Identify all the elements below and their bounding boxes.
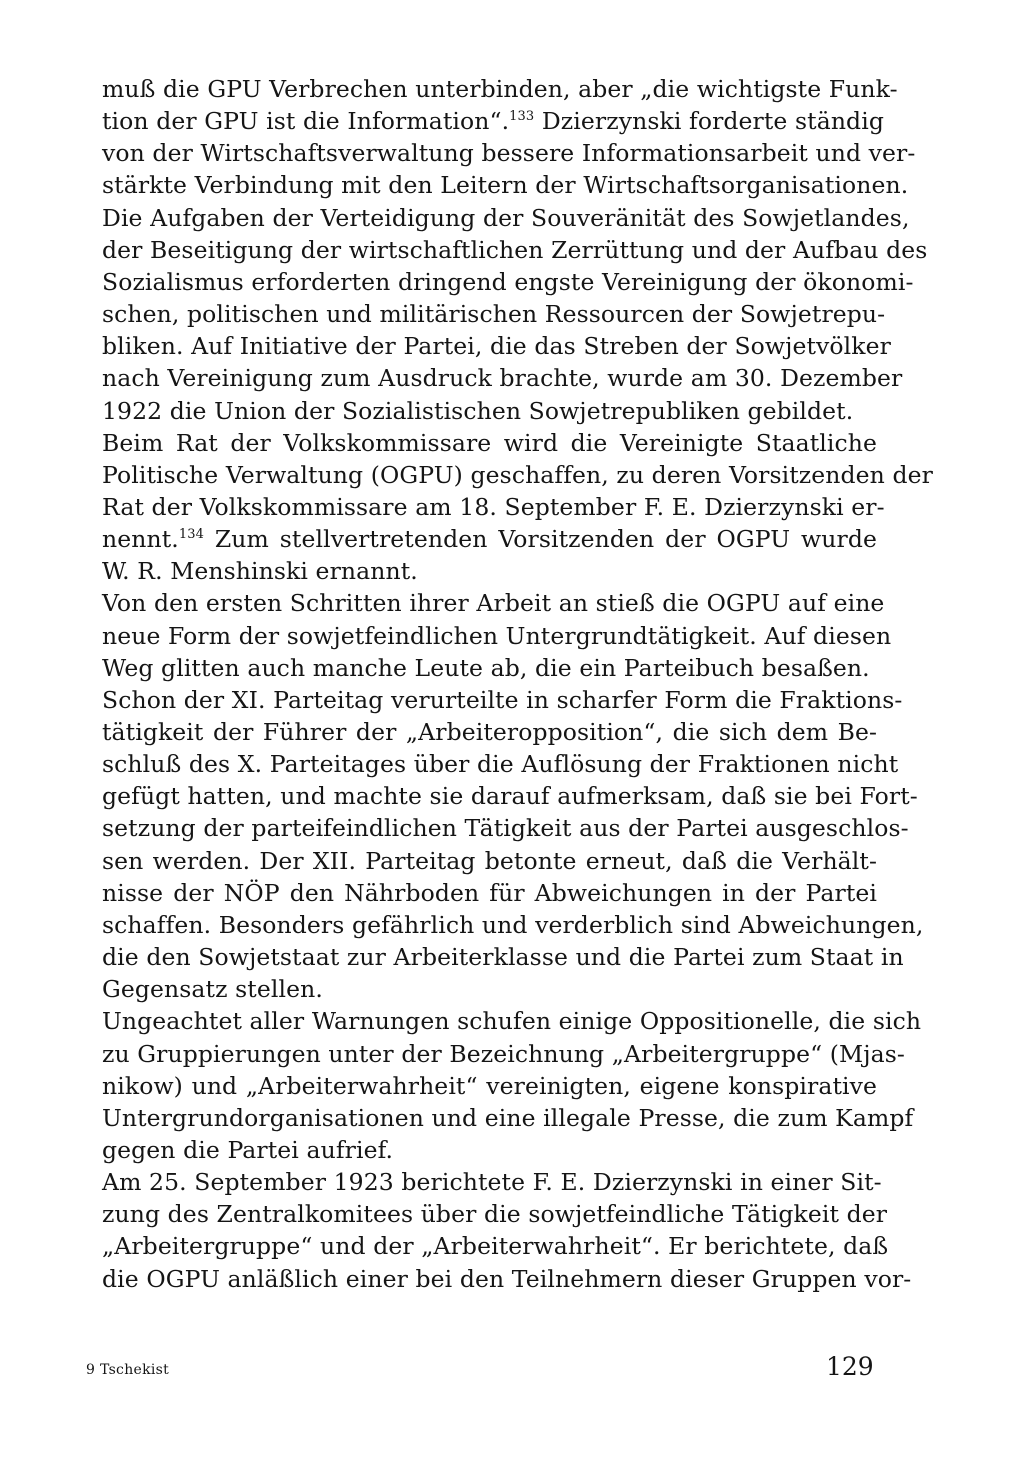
text-line <box>102 105 884 137</box>
text-segment: 1922 die Union der Sozialistischen Sowjetrepubliken gebildet. <box>102 396 854 425</box>
text-line <box>102 1038 905 1070</box>
text-line <box>102 266 914 298</box>
text-segment: sen werden. Der XII. Parteitag betonte erneut, daß die Verhält- <box>102 846 877 875</box>
text-line <box>102 1070 877 1102</box>
text-segment: schen, politischen und militärischen Ressourcen der Sowjetrepu- <box>102 300 886 329</box>
footnote-marker[interactable]: 134 <box>178 527 204 543</box>
text-line <box>102 169 909 201</box>
text-segment: neue Form der sowjetfeindlichen Untergrundtätigkeit. Auf diesen <box>102 621 892 650</box>
text-segment: gefügt hatten, und machte sie darauf aufmerksam, daß sie bei Fort- <box>102 782 918 811</box>
text-line <box>102 1005 922 1037</box>
text-segment: Rat der Volkskommissare am 18. September F. E. Dzierzynski er- <box>102 492 885 521</box>
text-line <box>102 395 877 427</box>
text-line <box>102 877 877 909</box>
text-segment: Die Aufgaben der Verteidigung der Souveränität des Sowjetlandes, <box>102 203 910 232</box>
text-segment: Schon der XI. Parteitag verurteilte in scharfer Form die Fraktions- <box>102 685 903 714</box>
text-line <box>102 362 903 394</box>
text-line <box>102 330 891 362</box>
text-segment: bliken. Auf Initiative der Partei, die das Streben der Sowjetvölker <box>102 332 891 361</box>
text-line <box>102 620 892 652</box>
text-segment: tätigkeit der Führer der „Arbeiteropposition“, die sich dem Be- <box>102 718 877 746</box>
text-line <box>102 1198 888 1230</box>
text-line <box>102 202 910 234</box>
text-line <box>102 459 933 491</box>
footer-signature: 9 Tschekist <box>86 1362 170 1378</box>
text-segment: Dzierzynski forderte ständig <box>534 107 884 136</box>
text-segment: tion der GPU ist die Information“. <box>102 107 510 136</box>
text-line <box>102 1166 882 1198</box>
text-line <box>102 73 898 105</box>
text-line <box>102 234 928 266</box>
text-segment: „Arbeitergruppe“ und der „Arbeiterwahrheit“. Er berichtete, daß <box>102 1232 889 1261</box>
text-line <box>102 845 877 877</box>
text-segment: nisse der NÖP den Nährboden für Abweichungen in der Partei <box>102 878 877 907</box>
text-segment: Untergrundorganisationen und eine illegale Presse, die zum Kampf <box>102 1103 914 1132</box>
text-segment: muß die GPU Verbrechen unterbinden, aber „die wichtigste Funk- <box>102 75 898 103</box>
text-segment: Ungeachtet aller Warnungen schufen einige Oppositionelle, die sich <box>102 1007 922 1036</box>
text-line <box>102 1263 912 1295</box>
text-line <box>102 427 877 459</box>
text-line <box>102 298 886 330</box>
text-segment: zung des Zentralkomitees über die sowjetfeindliche Tätigkeit der <box>102 1200 888 1229</box>
text-line <box>102 909 924 941</box>
text-line <box>102 555 877 587</box>
text-segment: zu Gruppierungen unter der Bezeichnung „Arbeitergruppe“ (Mjas- <box>102 1039 905 1068</box>
text-segment: Von den ersten Schritten ihrer Arbeit an stieß die OGPU auf eine <box>102 589 885 618</box>
text-segment: Sozialismus erforderten dringend engste Vereinigung der ökonomi- <box>102 267 914 296</box>
text-segment: die OGPU anläßlich einer bei den Teilnehmern dieser Gruppen vor- <box>102 1264 912 1293</box>
text-line <box>102 1230 889 1262</box>
page-number: 129 <box>826 1352 874 1381</box>
text-segment: schluß des X. Parteitages über die Auflösung der Fraktionen nicht <box>102 750 899 779</box>
text-line <box>102 1134 877 1166</box>
text-line <box>102 137 916 169</box>
text-segment: Beim Rat der Volkskommissare wird die Vereinigte Staatliche <box>102 428 877 457</box>
text-segment: Weg glitten auch manche Leute ab, die ein Parteibuch besaßen. <box>102 653 870 682</box>
text-line <box>102 652 877 684</box>
text-segment: die den Sowjetstaat zur Arbeiterklasse und die Partei zum Staat in <box>102 943 904 972</box>
text-segment: Am 25. September 1923 berichtete F. E. Dzierzynski in einer Sit- <box>102 1168 882 1197</box>
text-line <box>102 748 899 780</box>
text-line <box>102 941 904 973</box>
text-segment: Zum stellvertretenden Vorsitzenden der OGPU wurde <box>203 525 877 554</box>
text-line <box>102 973 877 1005</box>
text-segment: setzung der parteifeindlichen Tätigkeit aus der Partei ausgeschlos- <box>102 814 909 843</box>
text-segment: nikow) und „Arbeiterwahrheit“ vereinigten, eigene konspirative <box>102 1071 877 1100</box>
text-segment: Gegensatz stellen. <box>102 975 323 1004</box>
text-segment: nach Vereinigung zum Ausdruck brachte, wurde am 30. Dezember <box>102 364 903 393</box>
text-segment: Politische Verwaltung (OGPU) geschaffen, zu deren Vorsitzenden der <box>102 460 933 489</box>
footnote-marker[interactable]: 133 <box>509 109 535 125</box>
text-segment: der Beseitigung der wirtschaftlichen Zerrüttung und der Aufbau des <box>102 235 928 264</box>
text-line <box>102 716 877 748</box>
text-segment: schaffen. Besonders gefährlich und verderblich sind Abweichungen, <box>102 910 924 939</box>
text-segment: stärkte Verbindung mit den Leitern der Wirtschaftsorganisationen. <box>102 171 909 200</box>
text-line <box>102 780 918 812</box>
text-line <box>102 587 885 619</box>
text-segment: von der Wirtschaftsverwaltung bessere Informationsarbeit und ver- <box>102 139 916 168</box>
text-line <box>102 491 885 523</box>
text-line <box>102 684 903 716</box>
text-segment: nennt. <box>102 525 179 554</box>
text-line <box>102 812 909 844</box>
text-line <box>102 523 877 555</box>
text-segment: W. R. Menshinski ernannt. <box>102 557 418 586</box>
text-line <box>102 1102 914 1134</box>
text-segment: gegen die Partei aufrief. <box>102 1135 394 1164</box>
